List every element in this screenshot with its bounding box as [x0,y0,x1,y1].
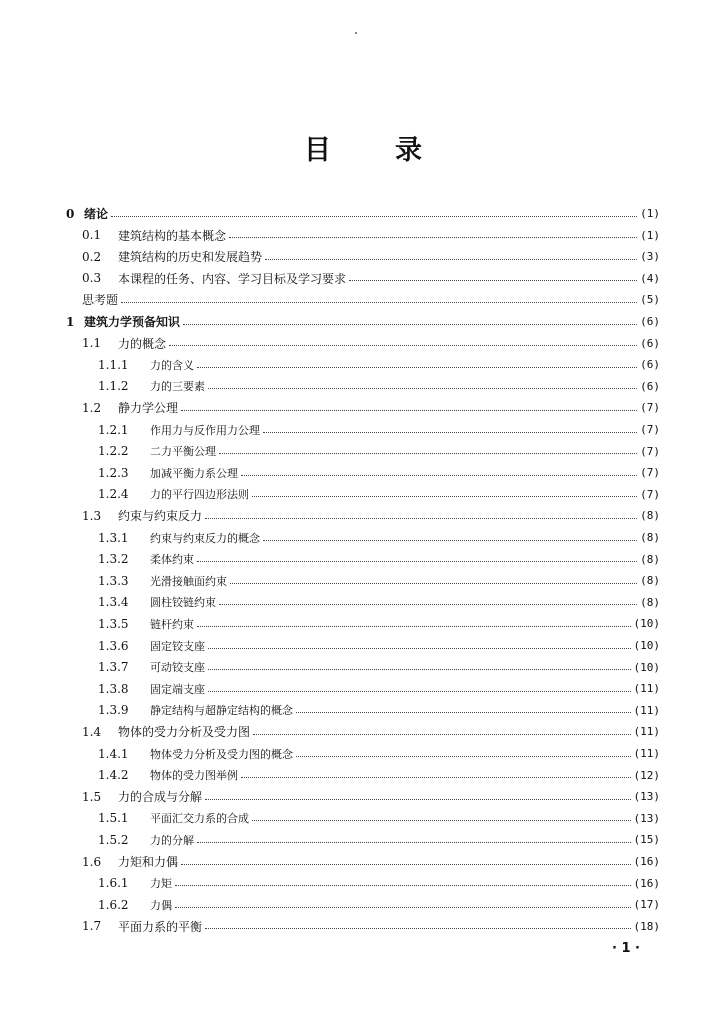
toc-entry-label: 力的含义 [150,358,194,372]
dot-leader [197,358,637,368]
toc-entry-label: 力的分解 [150,833,194,847]
toc-entry-page: (8) [640,552,660,566]
toc-entry [98,462,660,483]
toc-entry [82,721,660,742]
toc-entry-number: 1.2.1 [98,422,129,437]
toc-entry [98,570,660,591]
toc-entry-page: (10) [633,660,660,674]
toc-entry [98,354,660,375]
dot-leader [253,725,630,735]
toc-entry-number: 1.3.6 [98,638,129,653]
toc-entry-number: 1.2.3 [98,465,129,480]
toc-entry-label: 平面汇交力系的合成 [150,812,249,826]
toc-entry [82,851,660,872]
toc-entry-page: (6) [640,379,660,393]
dot-leader [241,768,631,778]
toc-entry-label: 固定铰支座 [150,639,205,653]
toc-entry-page: (11) [633,682,660,696]
toc-entry-label: 作用力与反作用力公理 [150,423,260,437]
dot-leader [169,336,637,346]
toc-entry-number: 1.1.1 [98,357,129,372]
toc-entry [98,873,660,894]
toc-entry [98,549,660,570]
dot-leader [265,250,637,260]
toc-entry-label: 建筑力学预备知识 [84,315,181,329]
toc-entry-page: (4) [640,271,660,285]
toc-entry-label: 物体的受力分析及受力图 [118,725,251,740]
dot-leader [181,855,630,865]
dot-leader [181,401,637,411]
toc-entry-number: 1.3.4 [98,595,129,610]
toc-entry [66,311,660,332]
toc-entry-number: 1.2.4 [98,487,129,502]
toc-entry-number: 1.3.2 [98,552,129,567]
toc-entry-label: 二力平衡公理 [150,445,216,459]
dot-leader [197,552,637,562]
toc-entry-number: 1.2 [82,400,102,415]
toc-entry-page: (5) [640,293,660,307]
toc-entry-label: 力的概念 [118,336,167,351]
title-char-1: 目 [304,135,331,166]
toc-entry-page: (15) [633,833,660,847]
toc-entry [98,829,660,850]
dot-leader [111,207,637,217]
page-number: · 1 · [612,941,640,956]
toc-entry-label: 链杆约束 [150,617,194,631]
toc-entry-label: 绪论 [84,207,109,221]
dot-leader [252,487,637,497]
toc-entry-number: 0.3 [82,271,102,286]
title-char-2: 录 [395,135,422,166]
toc-entry-number: 1.3.5 [98,616,129,631]
toc-entry-label: 力矩和力偶 [118,855,179,869]
toc-entry-number: 1.6.1 [98,876,129,891]
toc-entry [98,657,660,678]
toc-entry [82,268,660,289]
toc-entry-page: (8) [640,595,660,609]
dot-leader [197,833,631,843]
toc-entry [98,613,660,634]
toc-entry-page: (16) [633,855,660,868]
toc-entry-page: (10) [633,639,660,652]
dot-leader [175,876,631,886]
dot-leader [349,271,637,281]
dot-leader [219,444,637,454]
dot-leader [219,595,637,605]
toc-entry-number: 1.3.8 [98,681,129,696]
toc-entry-label: 平面力系的平衡 [118,919,203,934]
toc-entry-label: 物体受力分析及受力图的概念 [150,747,293,761]
toc-entry [98,700,660,721]
toc-entry-page: (10) [633,617,660,631]
toc-entry-label: 本课程的任务、内容、学习目标及学习要求 [118,271,347,286]
toc-entry-page: (1) [640,207,660,220]
toc-entry-number: 1.3 [82,508,102,523]
toc-entry-number: 1.3.1 [98,530,129,545]
toc-entry [98,376,660,397]
toc-entry-number: 1.1 [82,336,102,351]
dot-leader [205,790,630,800]
dot-leader [208,682,631,692]
toc-entry-number: 1.7 [82,919,102,934]
toc-entry-page: (8) [640,509,660,523]
dot-leader [241,466,637,476]
toc-entry-label: 建筑结构的历史和发展趋势 [118,250,263,265]
toc-entry-number: 1.5.2 [98,832,129,847]
toc-entry-label: 加减平衡力系公理 [150,466,238,480]
toc-entry-page: (18) [633,919,660,933]
toc-entry-label: 可动铰支座 [150,661,205,675]
toc-entry [82,786,660,807]
toc-entry [82,397,660,418]
toc-entry-number: 1.3.3 [98,573,129,588]
dot-leader [197,617,631,627]
dot-leader [263,423,637,433]
dot-leader [183,315,637,325]
toc-entry-page: (17) [633,898,660,912]
toc-entry [82,333,660,354]
toc-entry-label: 圆柱铰链约束 [150,596,216,610]
toc-entry-page: (16) [633,876,660,890]
toc-entry-page: (7) [640,444,660,458]
toc-entry-number: 1.4.2 [98,768,129,783]
dot-leader [229,228,637,238]
toc-entry-label: 约束与约束反力的概念 [150,531,260,545]
toc-entry-number: 1 [66,314,75,329]
toc-entry-page: (7) [640,423,660,436]
toc-entry-label: 静力学公理 [118,401,179,416]
toc-entry-label: 思考题 [82,293,119,308]
toc-entry-page: (8) [640,531,660,544]
toc-entry [98,441,660,462]
toc-entry [98,678,660,699]
toc-entry-number: 0.2 [82,249,102,264]
toc-entry-number: 1.6.2 [98,897,129,912]
toc-entry-page: (8) [640,574,660,588]
toc-entry [98,484,660,505]
dot-leader [208,660,631,670]
toc-entry [98,808,660,829]
dot-leader [205,919,630,929]
toc-entry [98,527,660,548]
toc-entry-page: (11) [633,747,660,760]
dot-leader [175,898,631,908]
toc-entry [98,635,660,656]
toc-entry [98,743,660,764]
dot-leader [252,811,631,821]
toc-entry-label: 建筑结构的基本概念 [118,228,227,243]
toc-entry [82,225,660,246]
toc-entry-page: (11) [633,725,660,739]
toc-entry-number: 0 [66,206,75,221]
toc-entry [98,894,660,915]
toc-entry-page: (7) [640,466,660,480]
toc-entry-label: 力的平行四边形法则 [150,488,249,502]
toc-entry-page: (6) [640,315,660,328]
dot-leader [296,747,631,757]
toc-entry-page: (1) [640,228,660,242]
toc-entry-page: (6) [640,336,660,350]
toc-entry-number: 1.4 [82,724,102,739]
dot-leader [296,703,631,713]
toc-entry-number: 1.5.1 [98,811,129,826]
scan-speck [355,32,357,34]
toc-entry-page: (7) [640,401,660,415]
toc-entry-number: 1.6 [82,854,102,869]
dot-leader [205,509,637,519]
toc-entry [66,203,660,224]
toc-entry-number: 0.1 [82,228,102,243]
toc-entry-number: 1.5 [82,789,102,804]
toc-entry [82,246,660,267]
toc-entry-number: 1.1.2 [98,379,129,394]
toc-entry-number: 1.3.9 [98,703,129,718]
toc-entry-label: 固定端支座 [150,682,205,696]
toc-entry-number: 1.4.1 [98,746,129,761]
toc-entry-label: 约束与约束反力 [118,509,203,524]
toc-entry-page: (7) [640,487,660,501]
toc-entry-page: (6) [640,358,660,372]
toc-entry-page: (11) [633,703,660,717]
toc-entry-label: 静定结构与超静定结构的概念 [150,704,293,718]
dot-leader [230,574,637,584]
toc-entry-page: (3) [640,250,660,264]
toc-entry-label: 力的三要素 [150,380,205,394]
toc-entry-label: 物体的受力图举例 [150,769,238,783]
toc-entry-page: (13) [633,811,660,825]
toc-entry-page: (12) [633,768,660,782]
toc-entry-label: 柔体约束 [150,553,194,567]
toc-entry-page: (13) [633,790,660,804]
toc-entry-label: 力偶 [150,898,172,912]
toc-entry-number: 1.3.7 [98,660,129,675]
dot-leader [263,531,637,541]
toc-entry-label: 力的合成与分解 [118,790,203,805]
toc-entry-label: 光滑接触面约束 [150,574,227,588]
toc-entry [98,419,660,440]
toc-entry-number: 1.2.2 [98,444,129,459]
dot-leader [208,639,631,649]
dot-leader [121,293,637,303]
toc-entry [98,765,660,786]
toc-entry [82,289,660,310]
toc-entry [98,592,660,613]
dot-leader [208,379,637,389]
toc-entry [82,505,660,526]
toc-entry [82,916,660,937]
toc-entry-label: 力矩 [150,877,172,891]
